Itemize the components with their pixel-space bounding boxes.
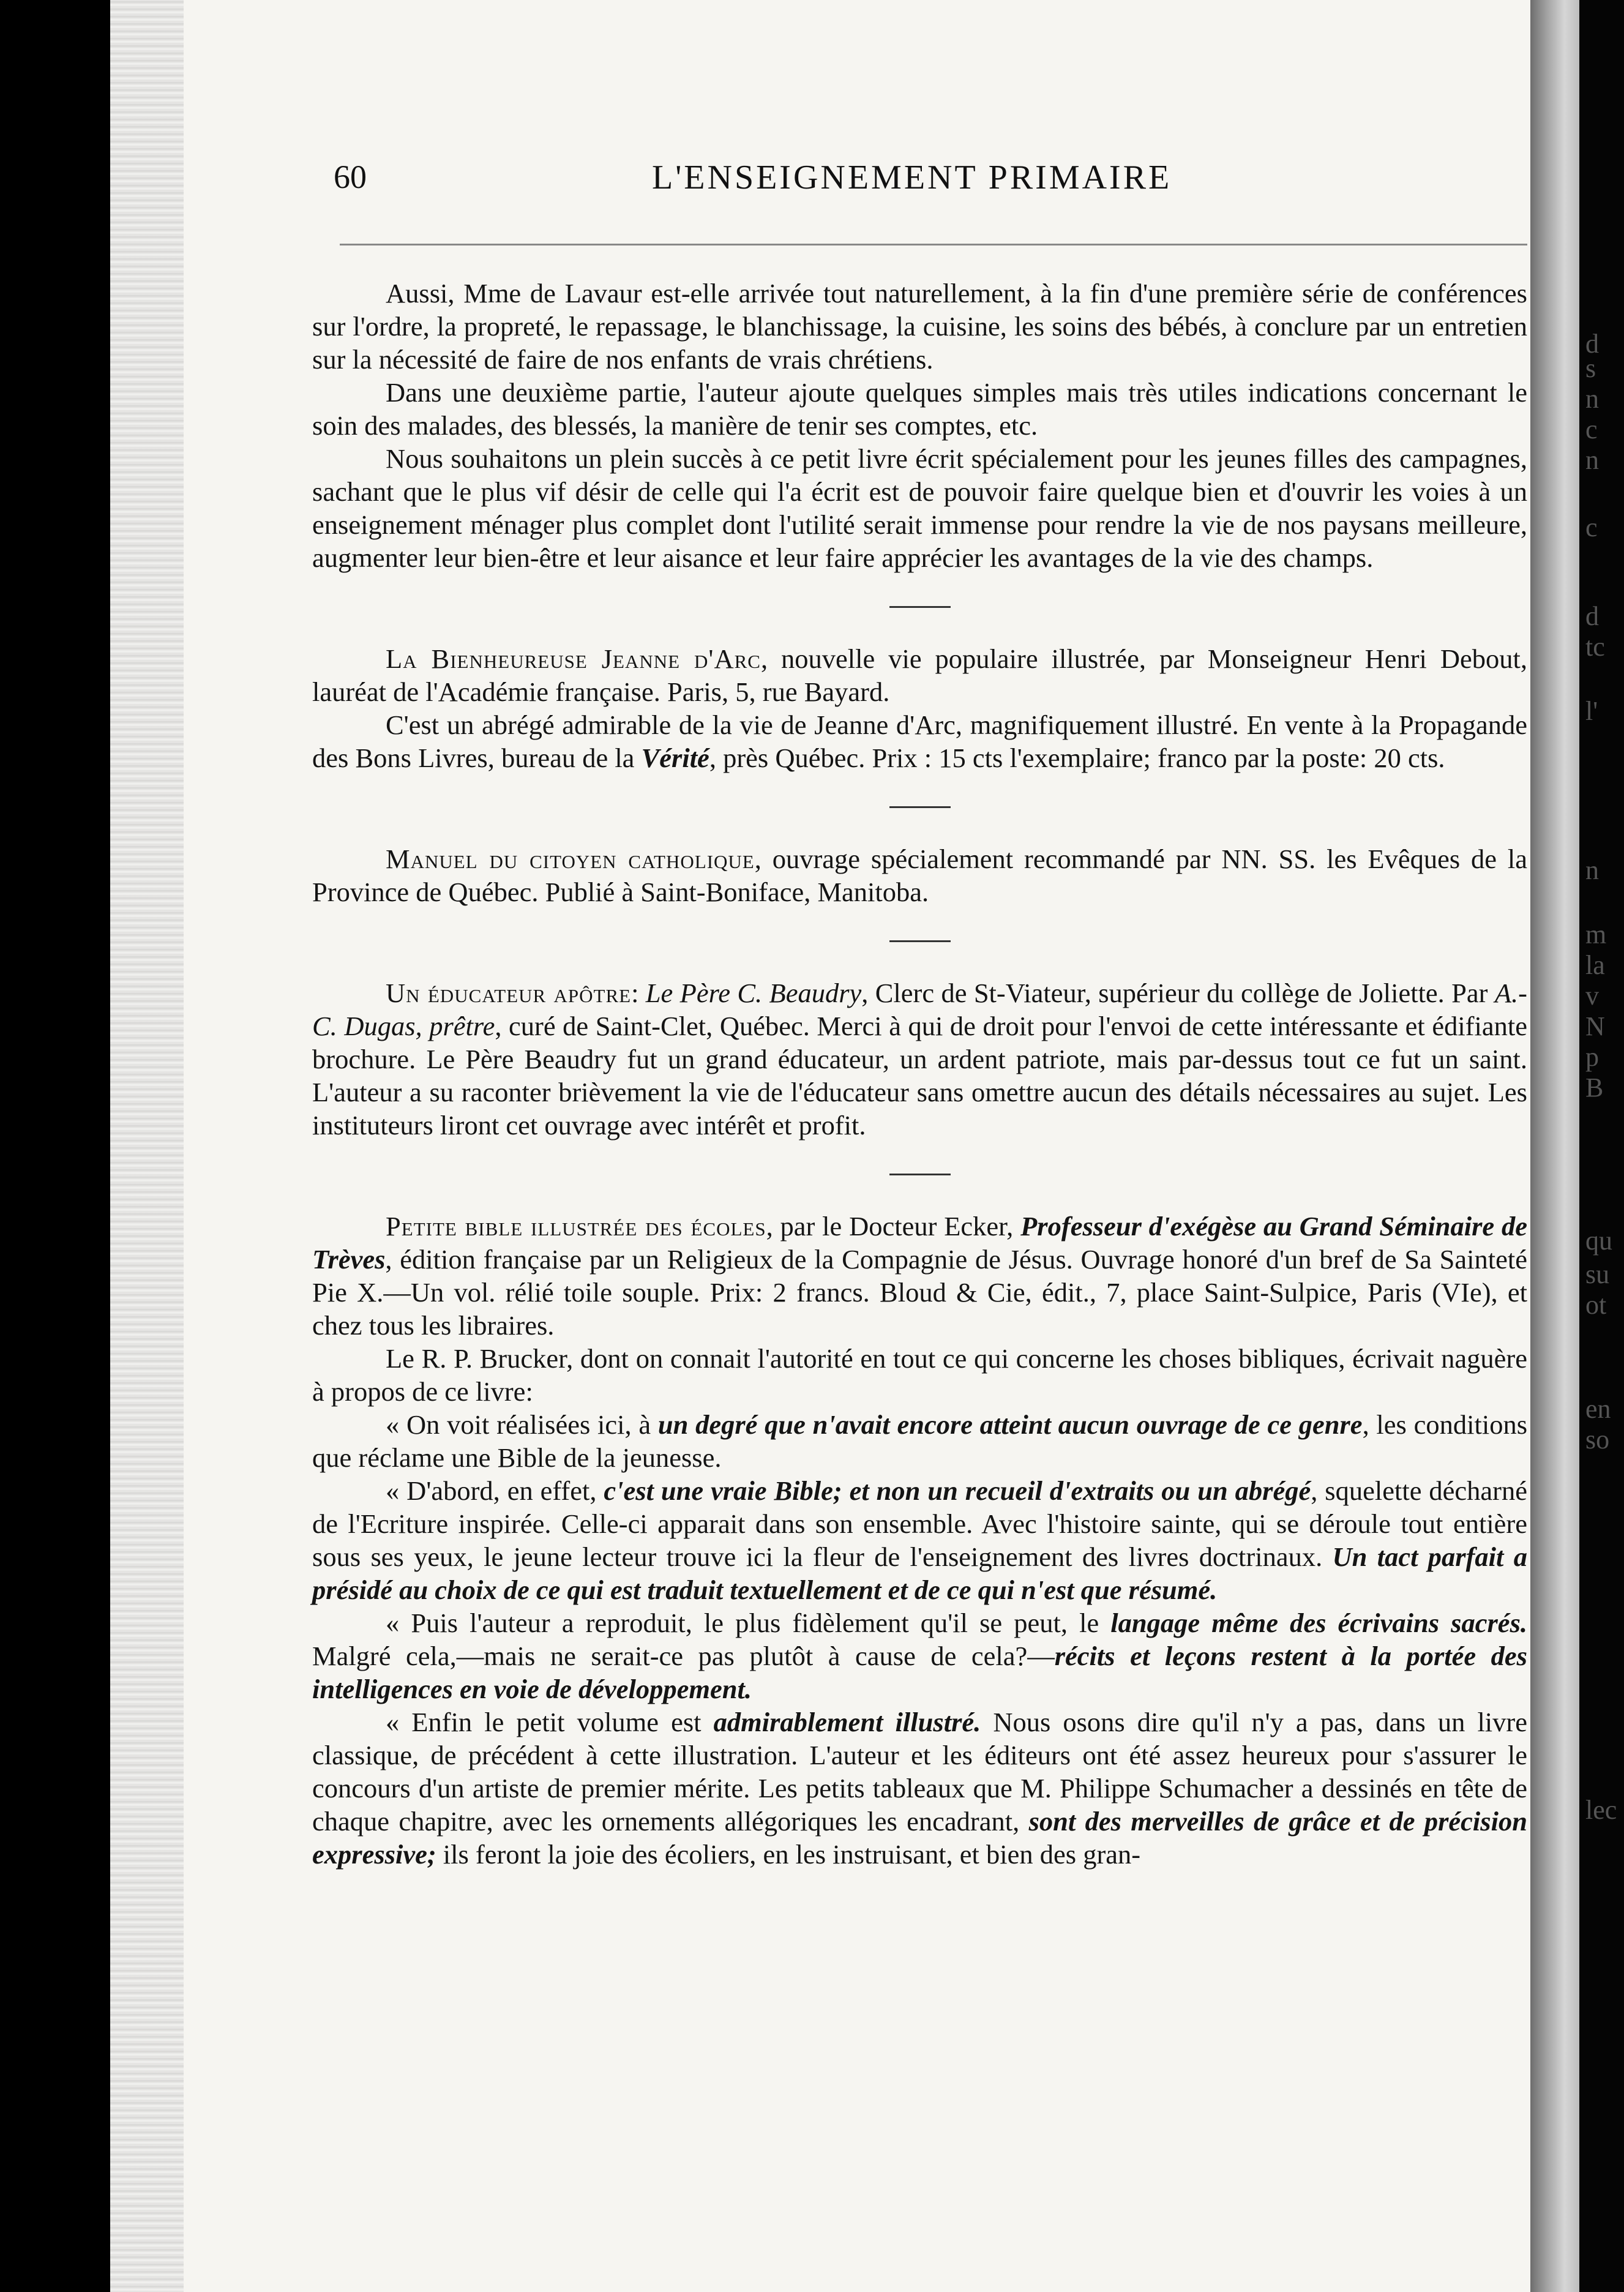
adjacent-fragment: en (1585, 1394, 1611, 1424)
adjacent-fragment: d (1585, 601, 1599, 631)
adjacent-fragment: m (1585, 919, 1607, 949)
page-edge-shadow (1530, 0, 1579, 2292)
adjacent-fragment: v (1585, 981, 1599, 1011)
book-title: Petite bible illustrée des écoles (386, 1211, 766, 1242)
quotation: « D'abord, en effet, c'est une vraie Bible; et non un recueil d'extraits ou un abrégé, squelette décharné de l'Ecriture inspirée. Celle-ci apparait dans son ensemble. Avec l'histoire sainte, qui se déroule tout entière sous ses yeux, le jeune lecteur trouve ici la fleur de l'enseignement des livres doctrinaux. Un tact parfait a présidé au choix de ce qui est traduit textuellement et de ce qui n'est que résumé. (312, 1475, 1527, 1605)
adjacent-fragment: c (1585, 414, 1598, 444)
adjacent-fragment: su (1585, 1259, 1610, 1289)
book-title: Un éducateur apôtre (386, 978, 632, 1008)
page-body (312, 277, 1527, 1871)
adjacent-fragment: tc (1585, 632, 1605, 662)
adjacent-fragment: B (1585, 1073, 1604, 1103)
section-separator (889, 606, 951, 608)
adjacent-fragment: s (1585, 353, 1596, 383)
review-entry: La Bienheureuse Jeanne d'Arc, nouvelle vie populaire illustrée, par Monseigneur Henri Debout, lauréat de l'Académie française. Paris, 5, rue Bayard. (312, 643, 1527, 707)
page-number: 60 (334, 159, 367, 195)
adjacent-fragment: so (1585, 1425, 1610, 1455)
adjacent-fragment: n (1585, 855, 1599, 885)
quotation: « Puis l'auteur a reproduit, le plus fidèlement qu'il se peut, le langage même des écrivains sacrés. Malgré cela,—mais ne serait-ce pas plutôt à cause de cela?—récits et leçons restent à la portée des intelligences en voie de développement. (312, 1608, 1528, 1704)
paragraph: Nous souhaitons un plein succès à ce petit livre écrit spécialement pour les jeunes filles des campagnes, sachant que le plus vif désir de celle qui l'a écrit est de pouvoir faire quelque bien et d'ouvrir les voies à un enseignement ménager plus complet dont l'utilité serait immense pour rendre la vie de nos paysans meilleure, augmenter leur bien-être et leur aisance et leur faire apprécier les avantages de la vie des champs. (312, 443, 1527, 573)
adjacent-fragment: N (1585, 1011, 1605, 1041)
review-entry: Un éducateur apôtre: Le Père C. Beaudry, Clerc de St-Viateur, supérieur du collège de Joliette. Par A.-C. Dugas, prêtre, curé de Saint-Clet, Québec. Merci à qui de droit pour l'envoi de cette intéressante et édifiante brochure. Le Père Beaudry fut un grand éducateur, un ardent patriote, mais par-dessus tout ce fut un saint. L'auteur a su raconter brièvement la vie de l'éducateur sans omettre aucun des détails nécessaires au sujet. Les instituteurs liront cet ouvrage avec intérêt et profit. (312, 978, 1527, 1140)
adjacent-fragment: d (1585, 329, 1599, 359)
header-rule (340, 244, 1527, 245)
adjacent-fragment: n (1585, 445, 1599, 475)
adjacent-fragment: ot (1585, 1290, 1607, 1320)
paragraph: Le R. P. Brucker, dont on connait l'autorité en tout ce qui concerne les choses bibliques, écrivait naguère à propos de ce livre: (312, 1343, 1527, 1407)
paragraph: Aussi, Mme de Lavaur est-elle arrivée tout naturellement, à la fin d'une première série de conférences sur l'ordre, la propreté, le repassage, le blanchissage, la cuisine, les soins des bébés, à conclure par un entretien sur la nécessité de faire de nos enfants de vrais chrétiens. (312, 278, 1527, 375)
paragraph: Dans une deuxième partie, l'auteur ajoute quelques simples mais très utiles indications concernant le soin des malades, des blessés, la manière de tenir ses comptes, etc. (312, 377, 1527, 441)
adjacent-fragment: n (1585, 384, 1599, 414)
review-entry: Petite bible illustrée des écoles, par le Docteur Ecker, Professeur d'exégèse au Grand Séminaire de Trèves, édition française par un Religieux de la Compagnie de Jésus. Ouvrage honoré d'un bref de Sa Sainteté Pie X.—Un vol. rélié toile souple. Prix: 2 francs. Bloud & Cie, édit., 7, place Saint-Sulpice, Paris (VIe), et chez tous les libraires. (312, 1211, 1527, 1341)
quotation: « Enfin le petit volume est admirablement illustré. Nous osons dire qu'il n'y a pas, dans un livre classique, de précédent à cette illustration. L'auteur et les éditeurs ont été assez heureux pour s'assurer le concours d'un artiste de premier mérite. Les petits tableaux que M. Philippe Schumacher a dessinés en tête de chaque chapitre, avec les ornements allégoriques les encadrant, sont des merveilles de grâce et de précision expressive; ils feront la joie des écoliers, en les instruisant, et bien des gran- (312, 1707, 1527, 1870)
paragraph: C'est un abrégé admirable de la vie de Jeanne d'Arc, magnifiquement illustré. En vente à la Propagande des Bons Livres, bureau de la Vérité, près Québec. Prix : 15 cts l'exemplaire; franco par la poste: 20 cts. (312, 710, 1527, 773)
adjacent-fragment: c (1585, 512, 1598, 542)
book-title: Manuel du citoyen catholique (386, 844, 755, 874)
adjacent-fragment: qu (1585, 1226, 1612, 1256)
adjacent-fragment: la (1585, 950, 1605, 980)
binding-shadow (110, 0, 184, 2292)
page-header (334, 158, 1215, 207)
adjacent-fragment: l' (1585, 696, 1598, 726)
running-title: L'ENSEIGNEMENT PRIMAIRE (652, 159, 1172, 197)
section-separator (889, 940, 951, 942)
section-separator (889, 806, 951, 808)
section-separator (889, 1174, 951, 1175)
adjacent-fragment: p (1585, 1042, 1599, 1072)
adjacent-fragment: lec (1585, 1795, 1617, 1825)
book-title: La Bienheureuse Jeanne d'Arc (386, 643, 761, 674)
review-entry: Manuel du citoyen catholique, ouvrage spécialement recommandé par NN. SS. les Evêques de la Province de Québec. Publié à Saint-Boniface, Manitoba. (312, 844, 1527, 907)
quotation: « On voit réalisées ici, à un degré que n'avait encore atteint aucun ouvrage de ce genre, les conditions que réclame une Bible de la jeunesse. (312, 1409, 1528, 1473)
